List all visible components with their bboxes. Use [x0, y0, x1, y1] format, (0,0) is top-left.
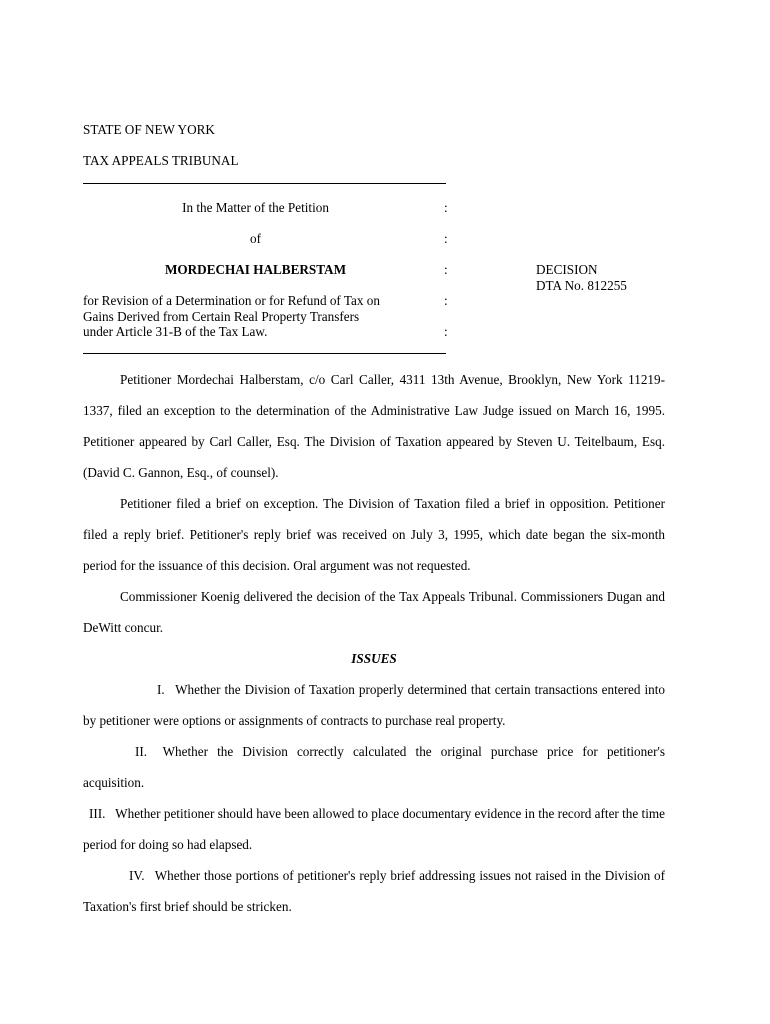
issue-text: Whether those portions of petitioner's reply brief addressing issues not raised in the Division of Taxation's first brief should be stricken.: [83, 868, 665, 914]
caption-purpose-line: under Article 31-B of the Tax Law.: [83, 324, 268, 339]
issue-item: [83, 860, 665, 922]
caption-of: of: [250, 231, 261, 246]
caption-bottom-rule: [83, 353, 446, 354]
body-paragraph-appearances: Petitioner Mordechai Halberstam, c/o Carl Caller, 4311 13th Avenue, Brooklyn, New York 11219-1337, filed an exception to the determination of the Administrative Law Judge issued on March 16, 1995. Petitioner appeared by Carl Caller, Esq. The Division of Taxation appeared by Steven U. Teitelbaum, Esq. (David C. Gannon, Esq., of counsel).: [83, 372, 665, 480]
caption-purpose-line: for Revision of a Determination or for Refund of Tax on: [83, 293, 380, 308]
issue-number: IV.: [129, 868, 152, 883]
issue-item: [83, 798, 665, 860]
caption-matter: In the Matter of the Petition: [182, 200, 329, 215]
decision-block: [536, 262, 627, 294]
state-heading: STATE OF NEW YORK: [83, 122, 215, 137]
caption-petitioner-name: MORDECHAI HALBERSTAM: [164, 262, 347, 277]
issues-heading: ISSUES: [351, 651, 397, 666]
caption-colon-3: :: [444, 262, 448, 277]
issue-text: Whether the Division of Taxation properly determined that certain transactions entered into by petitioner were options or assignments of contracts to purchase real property.: [83, 682, 665, 728]
caption-colon-2: :: [444, 231, 448, 246]
issue-number: III.: [89, 806, 113, 821]
body-paragraph-commissioners: Commissioner Koenig delivered the decision of the Tax Appeals Tribunal. Commissioners Dugan and DeWitt concur.: [83, 589, 665, 635]
issue-text: Whether the Division correctly calculated the original purchase price for petitioner's acquisition.: [83, 744, 665, 790]
tribunal-heading: TAX APPEALS TRIBUNAL: [83, 153, 239, 168]
caption-purpose-line: Gains Derived from Certain Real Property Transfers: [83, 308, 360, 324]
caption-top-rule: [83, 183, 446, 184]
issue-text: Whether petitioner should have been allowed to place documentary evidence in the record after the time period for doing so had elapsed.: [83, 806, 665, 852]
decision-label: DECISION: [536, 262, 598, 277]
body-paragraph-briefs: Petitioner filed a brief on exception. The Division of Taxation filed a brief in opposition. Petitioner filed a reply brief. Petitioner's reply brief was received on July 3, 1995, which date began the six-month period for the issuance of this decision. Oral argument was not requested.: [83, 496, 665, 573]
caption-colon-5: :: [444, 324, 448, 339]
issue-item: [83, 674, 665, 736]
decision-body: [83, 364, 665, 922]
caption-purpose: [83, 293, 380, 340]
caption-colon-4: :: [444, 293, 448, 308]
caption-colon-1: :: [444, 200, 448, 215]
issue-number: I.: [157, 682, 172, 697]
issue-item: [83, 736, 665, 798]
issue-number: II.: [135, 744, 154, 759]
decision-number: DTA No. 812255: [536, 278, 627, 293]
